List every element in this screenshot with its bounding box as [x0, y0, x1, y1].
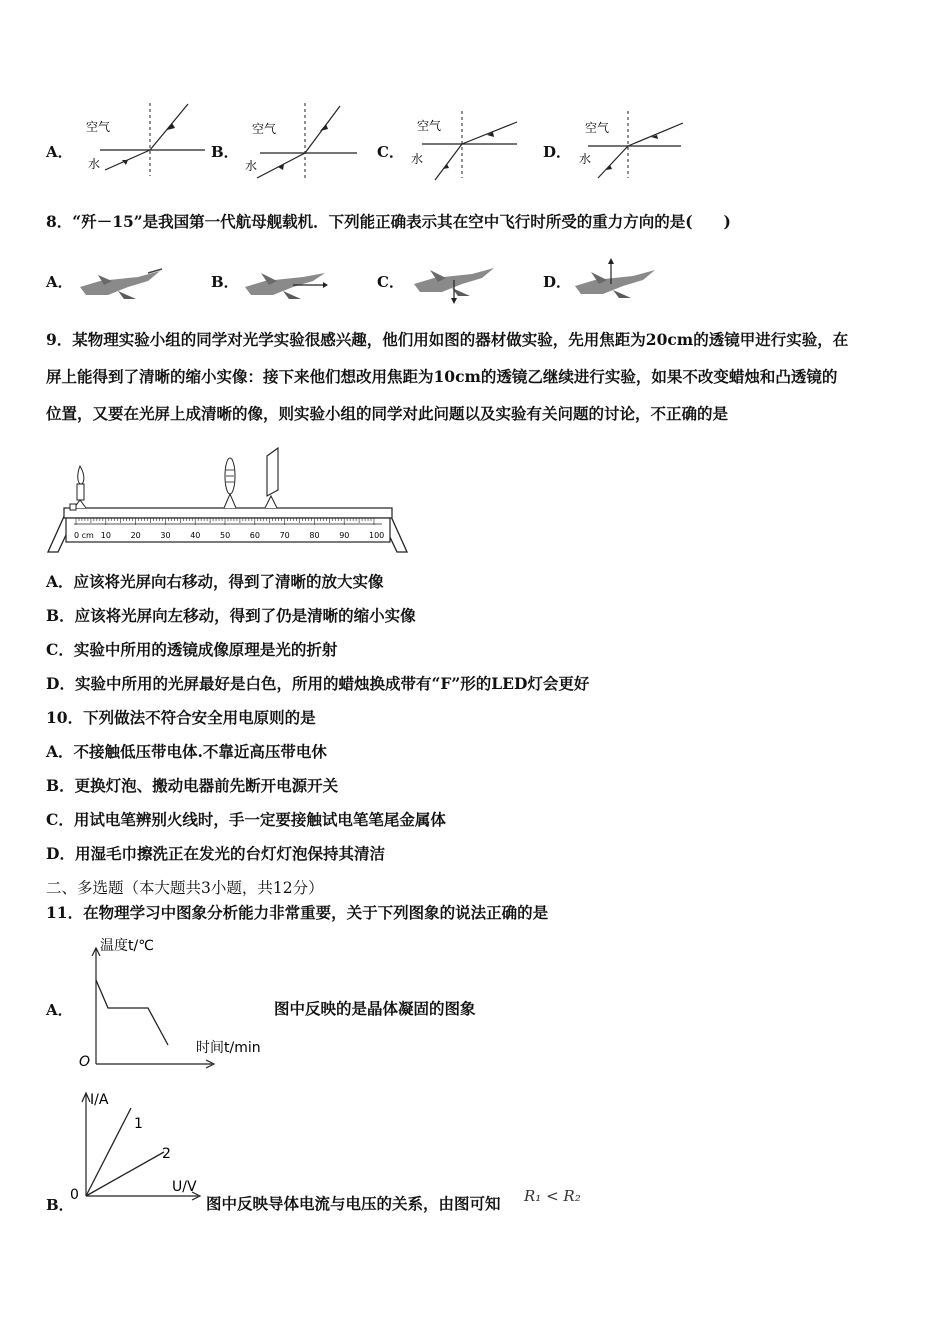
optical-bench-figure — [44, 446, 414, 558]
q7-diagram-c — [407, 108, 527, 183]
q8-option-b-label: B． — [211, 273, 239, 291]
ruler-tick-label: 80 — [309, 531, 320, 540]
origin-label: 0 — [70, 1187, 79, 1203]
air-label: 空气 — [252, 122, 277, 136]
q10-option-d: D．用湿毛巾擦洗正在发光的台灯灯泡保持其清洁 — [46, 844, 385, 863]
ruler-tick-label: 100 — [369, 531, 385, 540]
ruler-tick-label: 70 — [279, 531, 290, 540]
light-screen — [265, 448, 278, 508]
q11-option-a-label: A． — [46, 1001, 73, 1019]
air-label: 空气 — [585, 121, 610, 135]
resistance-formula: R₁ < R₂ — [524, 1187, 581, 1205]
q11-option-a-text: 图中反映的是晶体凝固的图象 — [274, 999, 476, 1018]
q10-stem: 10．下列做法不符合安全用电原则的是 — [46, 708, 316, 727]
ruler-tick-label: 30 — [160, 531, 171, 540]
time-axis-label: 时间t/min — [196, 1040, 261, 1056]
q11-stem: 11．在物理学习中图象分析能力非常重要，关于下列图象的说法正确的是 — [46, 903, 549, 922]
cooling-curve — [96, 980, 168, 1045]
q11-graph-b — [68, 1088, 208, 1203]
section-title: 二、多选题（本大题共3小题，共12分） — [46, 879, 324, 897]
q8-jet-d-image — [573, 256, 658, 302]
q8-jet-a-image — [78, 263, 163, 303]
q8-jet-b-image — [243, 263, 328, 303]
q7-diagram-b — [242, 98, 372, 183]
q7-option-b-label: B． — [211, 143, 239, 161]
q10-option-c: C．用试电笔辨别火线时，手一定要接触试电笔笔尾金属体 — [46, 810, 446, 829]
water-label: 水 — [88, 157, 101, 171]
q7-option-d-label: D． — [543, 143, 572, 161]
q9-stem-line2: 屏上能得到了清晰的缩小实像：接下来他们想改用焦距为10cm的透镜乙继续进行实验，如果不改变蜡烛和凸透镜的 — [46, 367, 838, 386]
air-label: 空气 — [86, 120, 111, 134]
water-label: 水 — [245, 159, 258, 173]
q8-option-a-label: A． — [46, 273, 73, 291]
q9-stem-line1: 9．某物理实验小组的同学对光学实验很感兴趣，他们用如图的器材做实验，先用焦距为20cm的透镜甲进行实验，在 — [46, 330, 849, 349]
q9-option-b: B．应该将光屏向左移动，得到了仍是清晰的缩小实像 — [46, 606, 416, 625]
q11-option-b-text: 图中反映导体电流与电压的关系，由图可知 — [206, 1194, 501, 1213]
q8-stem: 8．“歼－15”是我国第一代航母舰载机．下列能正确表示其在空中飞行时所受的重力方向的是( ) — [46, 212, 731, 231]
voltage-axis-label: U/V — [172, 1179, 197, 1195]
q8-option-c-label: C． — [377, 273, 404, 291]
ruler-tick-label: 60 — [249, 531, 260, 540]
ruler-tick-label: 20 — [130, 531, 141, 540]
current-axis-label: I/A — [90, 1092, 109, 1108]
temperature-axis-label: 温度t/℃ — [100, 938, 154, 954]
ruler-tick-label: 50 — [220, 531, 231, 540]
origin-label: O — [79, 1054, 91, 1070]
q9-stem-line3: 位置，又要在光屏上成清晰的像，则实验小组的同学对此问题以及实验有关问题的讨论，不正确的是 — [46, 404, 729, 423]
q9-option-a: A．应该将光屏向右移动，得到了清晰的放大实像 — [46, 572, 384, 591]
ruler-tick-label: 40 — [190, 531, 201, 540]
line-2-label: 2 — [162, 1146, 171, 1162]
q11-option-b-label: B． — [46, 1196, 74, 1214]
air-label: 空气 — [417, 119, 442, 133]
q7-diagram-d — [573, 108, 688, 183]
candle — [70, 466, 86, 510]
ruler-tick-label: 10 — [100, 531, 111, 540]
q7-option-a-label: A． — [46, 143, 73, 161]
water-label: 水 — [411, 152, 424, 166]
ruler-tick-label: 0 cm — [74, 531, 94, 540]
q7-option-c-label: C． — [377, 143, 404, 161]
q8-option-d-label: D． — [543, 273, 572, 291]
q9-option-c: C．实验中所用的透镜成像原理是光的折射 — [46, 640, 338, 659]
q7-diagram-a — [80, 98, 210, 178]
water-label: 水 — [579, 152, 592, 166]
ruler-tick-label: 90 — [339, 531, 350, 540]
q11-graph-a — [74, 930, 274, 1070]
q9-option-d: D．实验中所用的光屏最好是白色，所用的蜡烛换成带有“F”形的LED灯会更好 — [46, 674, 590, 693]
line-1-label: 1 — [134, 1116, 143, 1132]
q8-jet-c-image — [412, 258, 497, 304]
q10-option-a: A．不接触低压带电体.不靠近高压带电休 — [46, 742, 327, 761]
q10-option-b: B．更换灯泡、搬动电器前先断开电源开关 — [46, 776, 339, 795]
convex-lens — [224, 458, 236, 508]
